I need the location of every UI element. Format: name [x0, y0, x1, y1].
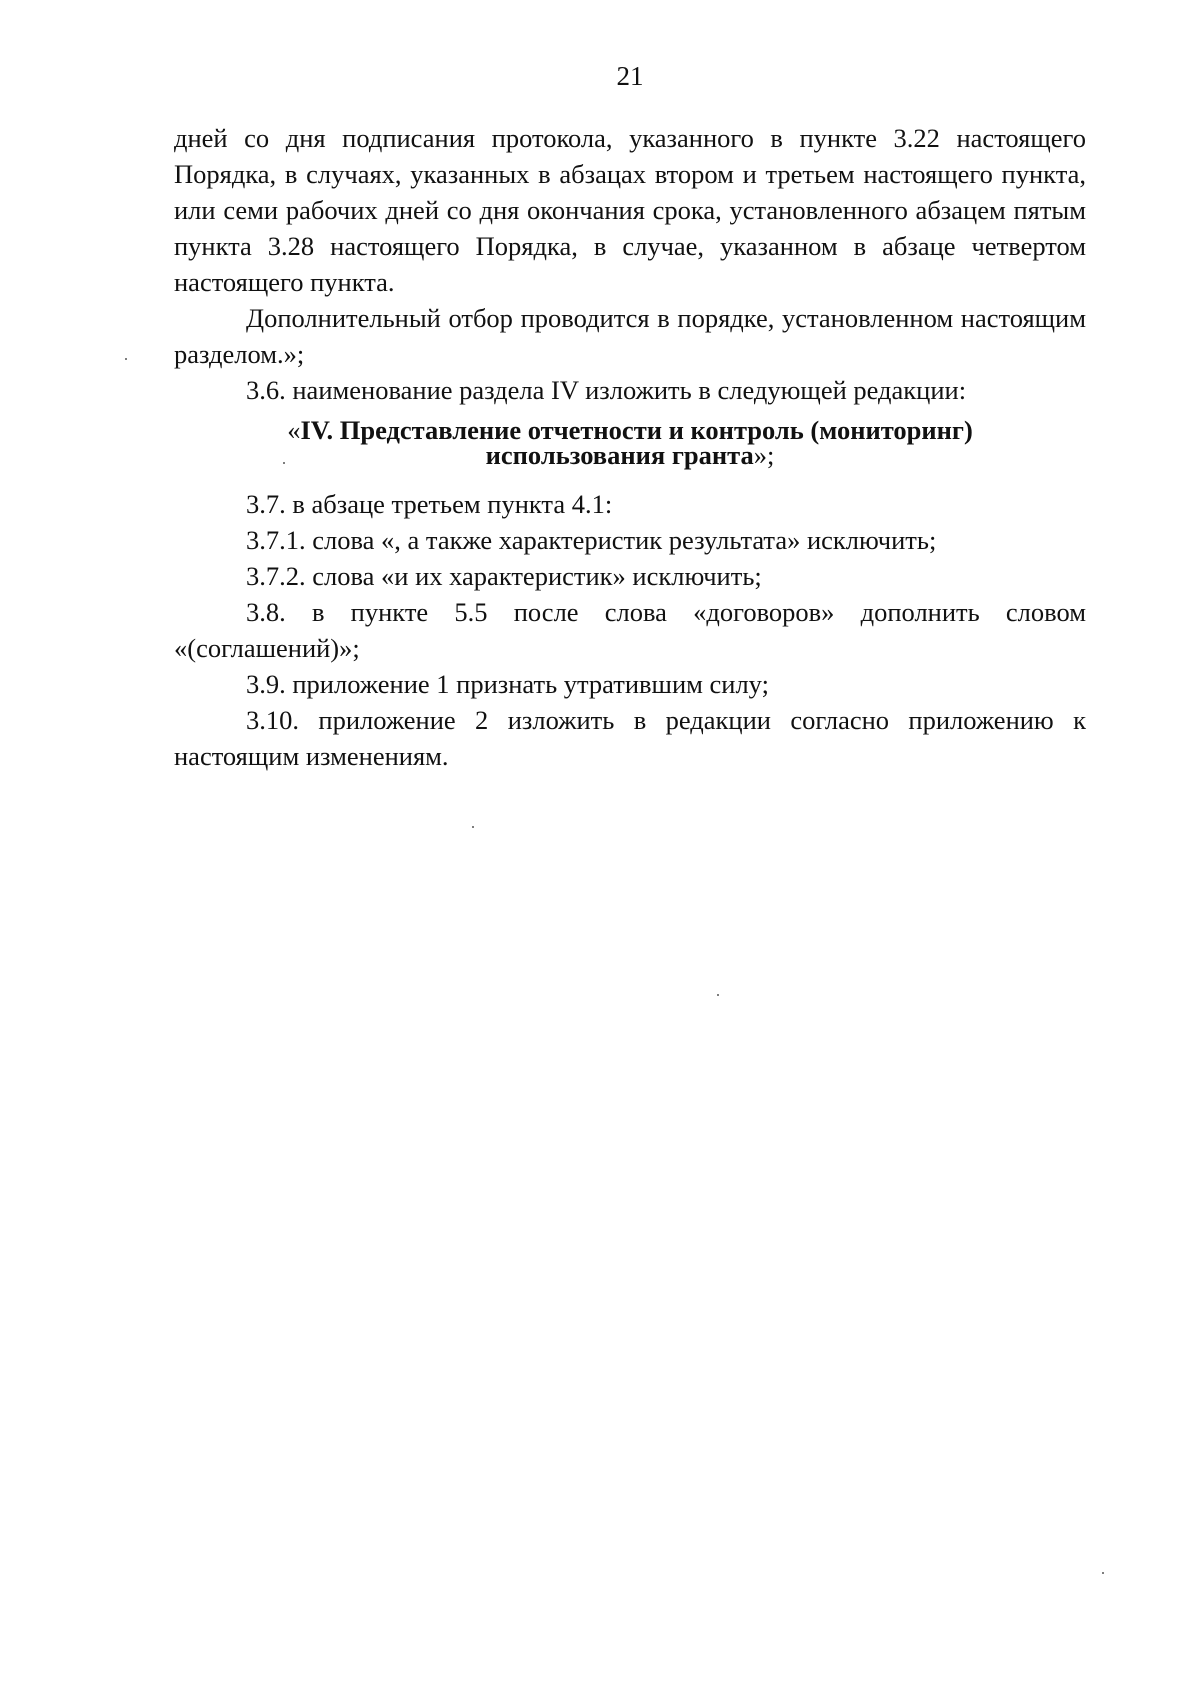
paragraph-3-7-1: 3.7.1. слова «, а также характеристик результата» исключить;: [246, 525, 937, 555]
scan-speck: [717, 994, 719, 996]
section-heading: [174, 415, 1086, 470]
scan-speck: [283, 462, 285, 464]
heading-close-quote: »;: [753, 440, 775, 470]
paragraph-3-7-2: 3.7.2. слова «и их характеристик» исключить;: [246, 561, 762, 591]
paragraph-3-10: 3.10. приложение 2 изложить в редакции согласно приложению к настоящим изменениям.: [174, 705, 1086, 771]
paragraph-3-8: 3.8. в пункте 5.5 после слова «договоров» дополнить словом «(соглашений)»;: [174, 597, 1086, 663]
paragraph-continuation: дней со дня подписания протокола, указанного в пункте 3.22 настоящего Порядка, в случаях, указанных в абзацах втором и третьем настоящего пункта, или семи рабочих дней со дня окончания срока, установленного абзацем пятым пункта 3.28 настоящего Порядка, в случае, указанном в абзаце четвертом настоящего пункта.: [174, 123, 1086, 297]
paragraph-3-6: 3.6. наименование раздела IV изложить в следующей редакции:: [246, 375, 967, 405]
page-number: 21: [616, 61, 644, 91]
paragraph-3-9: 3.9. приложение 1 признать утратившим силу;: [246, 669, 769, 699]
scan-speck: [125, 358, 127, 360]
scan-speck: [472, 826, 474, 828]
document-body: [174, 120, 1086, 774]
paragraph-3-7: 3.7. в абзаце третьем пункта 4.1:: [246, 489, 613, 519]
heading-open-quote: «: [287, 415, 301, 445]
heading-line-1: IV. Представление отчетности и контроль (мониторинг): [300, 415, 973, 445]
heading-line-2: использования гранта: [485, 440, 754, 470]
scan-speck: [1102, 1572, 1104, 1574]
paragraph-additional-selection: Дополнительный отбор проводится в порядке, установленном настоящим разделом.»;: [174, 303, 1086, 369]
